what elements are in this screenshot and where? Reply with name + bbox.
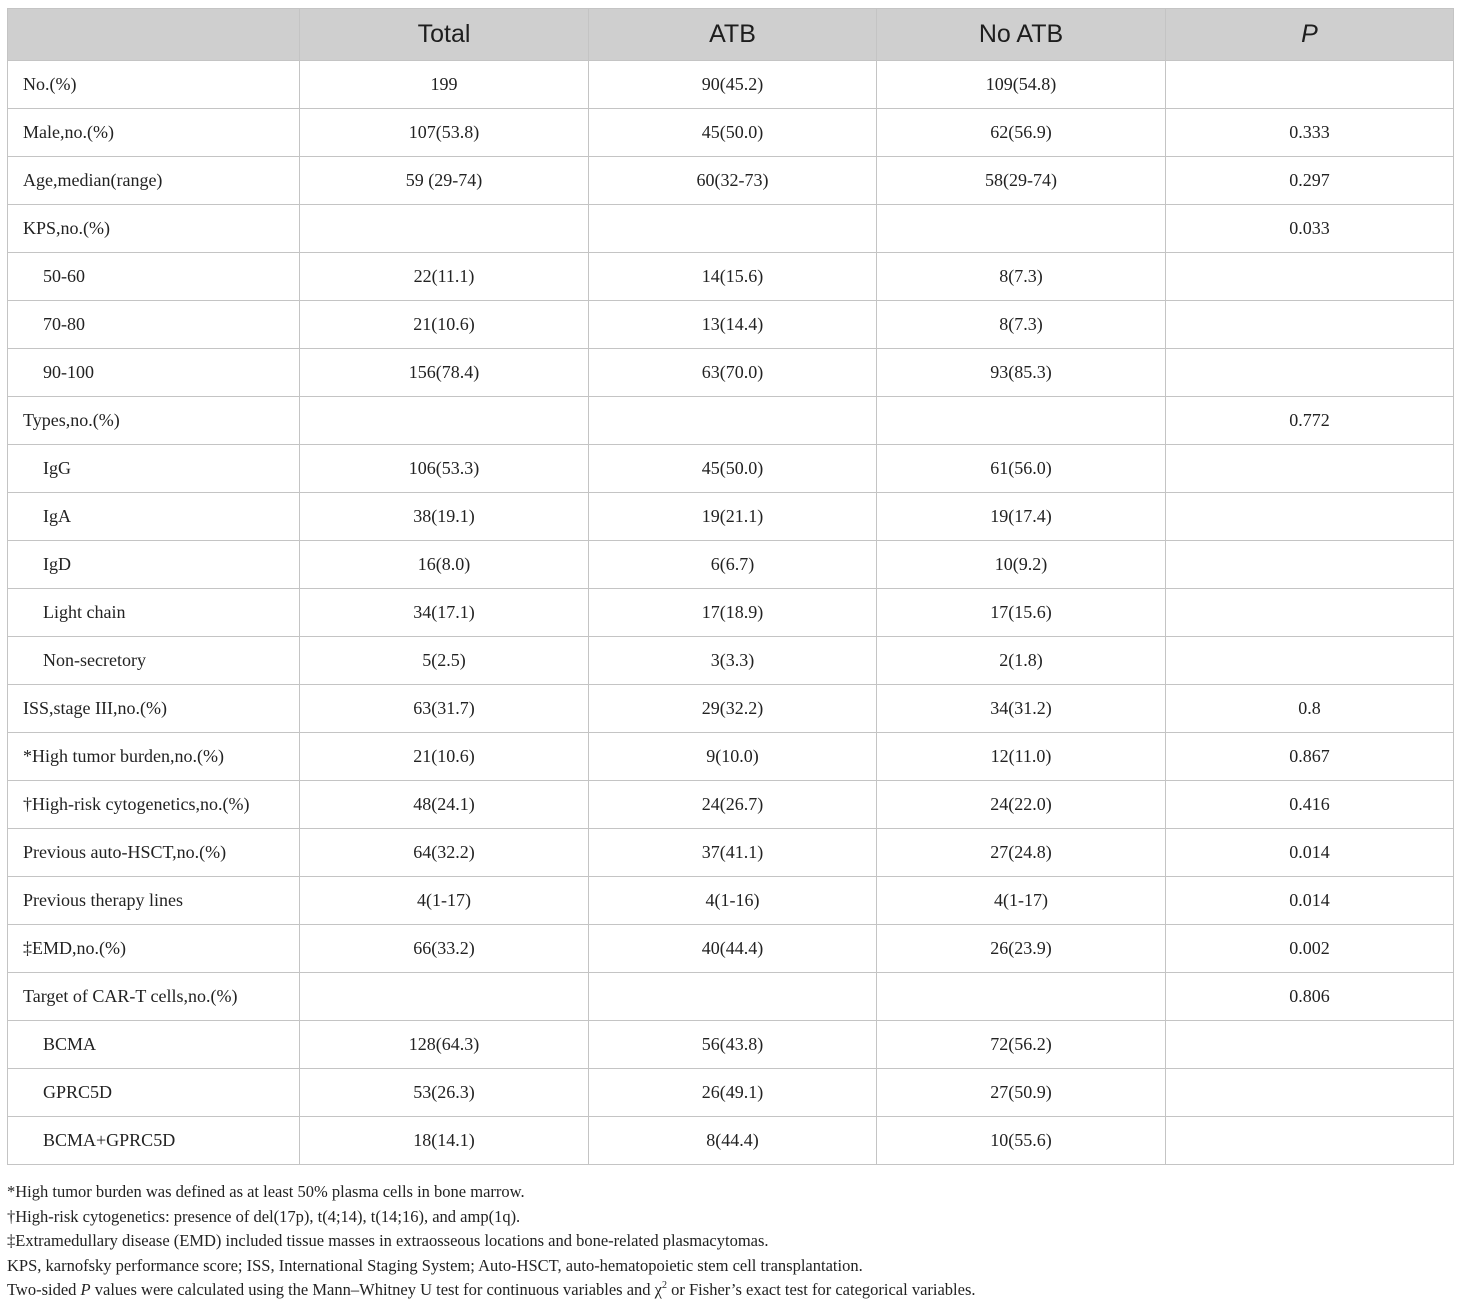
row-label: Age,median(range) bbox=[8, 157, 300, 205]
row-label: 50-60 bbox=[8, 253, 300, 301]
header-p-value: P bbox=[1166, 9, 1454, 61]
cell-total: 34(17.1) bbox=[300, 589, 589, 637]
cell-atb: 45(50.0) bbox=[589, 109, 877, 157]
footnote-high-risk-cytogenetics: †High-risk cytogenetics: presence of del(17p), t(4;14), t(14;16), and amp(1q). bbox=[7, 1206, 521, 1226]
table-row bbox=[8, 877, 1454, 925]
cell-total: 199 bbox=[300, 61, 589, 109]
row-label: Light chain bbox=[8, 589, 300, 637]
table-row bbox=[8, 781, 1454, 829]
table-header-row bbox=[8, 9, 1454, 61]
cell-total bbox=[300, 397, 589, 445]
cell-p-value: 0.806 bbox=[1166, 973, 1454, 1021]
cell-atb: 6(6.7) bbox=[589, 541, 877, 589]
cell-no-atb: 8(7.3) bbox=[877, 253, 1166, 301]
cell-no-atb: 27(50.9) bbox=[877, 1069, 1166, 1117]
cell-p-value: 0.002 bbox=[1166, 925, 1454, 973]
table-row bbox=[8, 589, 1454, 637]
cell-p-value bbox=[1166, 589, 1454, 637]
row-label: 70-80 bbox=[8, 301, 300, 349]
footnote-high-tumor-burden: *High tumor burden was defined as at least 50% plasma cells in bone marrow. bbox=[7, 1182, 525, 1201]
cell-total: 107(53.8) bbox=[300, 109, 589, 157]
table-footnotes bbox=[7, 1180, 1453, 1303]
cell-total: 48(24.1) bbox=[300, 781, 589, 829]
table-row bbox=[8, 301, 1454, 349]
cell-atb: 37(41.1) bbox=[589, 829, 877, 877]
cell-no-atb: 8(7.3) bbox=[877, 301, 1166, 349]
cell-no-atb: 93(85.3) bbox=[877, 349, 1166, 397]
cell-no-atb: 12(11.0) bbox=[877, 733, 1166, 781]
table-row bbox=[8, 397, 1454, 445]
table-row bbox=[8, 685, 1454, 733]
cell-atb: 40(44.4) bbox=[589, 925, 877, 973]
cell-atb: 24(26.7) bbox=[589, 781, 877, 829]
cell-total: 38(19.1) bbox=[300, 493, 589, 541]
cell-p-value bbox=[1166, 541, 1454, 589]
cell-p-value: 0.033 bbox=[1166, 205, 1454, 253]
cell-p-value bbox=[1166, 1117, 1454, 1165]
cell-atb: 19(21.1) bbox=[589, 493, 877, 541]
cell-p-value bbox=[1166, 637, 1454, 685]
cell-atb: 9(10.0) bbox=[589, 733, 877, 781]
cell-no-atb: 26(23.9) bbox=[877, 925, 1166, 973]
table-row bbox=[8, 925, 1454, 973]
cell-total: 106(53.3) bbox=[300, 445, 589, 493]
cell-p-value: 0.014 bbox=[1166, 829, 1454, 877]
footnote-stats-superscript: 2 bbox=[662, 1280, 668, 1291]
cell-no-atb: 62(56.9) bbox=[877, 109, 1166, 157]
cell-p-value: 0.8 bbox=[1166, 685, 1454, 733]
table-row bbox=[8, 829, 1454, 877]
cell-total: 22(11.1) bbox=[300, 253, 589, 301]
row-label: 90-100 bbox=[8, 349, 300, 397]
header-label-column bbox=[8, 9, 300, 61]
footnote-abbreviations: KPS, karnofsky performance score; ISS, International Staging System; Auto-HSCT, auto-hematopoietic stem cell transplantation. bbox=[7, 1255, 863, 1275]
table-row bbox=[8, 1069, 1454, 1117]
cell-total: 21(10.6) bbox=[300, 301, 589, 349]
cell-no-atb: 4(1-17) bbox=[877, 877, 1166, 925]
header-total: Total bbox=[300, 9, 589, 61]
cell-no-atb: 17(15.6) bbox=[877, 589, 1166, 637]
row-label: IgG bbox=[8, 445, 300, 493]
cell-no-atb bbox=[877, 397, 1166, 445]
cell-p-value: 0.014 bbox=[1166, 877, 1454, 925]
cell-no-atb bbox=[877, 205, 1166, 253]
footnote-stats-text-3: or Fisher’s exact test for categorical variables. bbox=[667, 1280, 976, 1299]
header-atb: ATB bbox=[589, 9, 877, 61]
table-row bbox=[8, 157, 1454, 205]
table-row bbox=[8, 1021, 1454, 1069]
cell-no-atb: 19(17.4) bbox=[877, 493, 1166, 541]
cell-atb: 14(15.6) bbox=[589, 253, 877, 301]
cell-no-atb: 2(1.8) bbox=[877, 637, 1166, 685]
cell-total: 18(14.1) bbox=[300, 1117, 589, 1165]
cell-no-atb: 109(54.8) bbox=[877, 61, 1166, 109]
footnote-stats-text-2: values were calculated using the Mann–Whitney U test for continuous variables and χ bbox=[90, 1280, 663, 1299]
cell-atb bbox=[589, 205, 877, 253]
table-row bbox=[8, 637, 1454, 685]
row-label: ‡EMD,no.(%) bbox=[8, 925, 300, 973]
row-label: Types,no.(%) bbox=[8, 397, 300, 445]
row-label: Previous therapy lines bbox=[8, 877, 300, 925]
table-row bbox=[8, 445, 1454, 493]
table-row bbox=[8, 205, 1454, 253]
row-label: ISS,stage III,no.(%) bbox=[8, 685, 300, 733]
row-label: Previous auto-HSCT,no.(%) bbox=[8, 829, 300, 877]
table-row bbox=[8, 733, 1454, 781]
cell-total: 4(1-17) bbox=[300, 877, 589, 925]
cell-atb: 3(3.3) bbox=[589, 637, 877, 685]
cell-atb: 4(1-16) bbox=[589, 877, 877, 925]
cell-total: 59 (29-74) bbox=[300, 157, 589, 205]
table-row bbox=[8, 61, 1454, 109]
row-label: Target of CAR-T cells,no.(%) bbox=[8, 973, 300, 1021]
cell-no-atb: 10(55.6) bbox=[877, 1117, 1166, 1165]
table-row bbox=[8, 1117, 1454, 1165]
cell-atb bbox=[589, 973, 877, 1021]
table-row bbox=[8, 541, 1454, 589]
footnote-statistics bbox=[7, 1278, 1453, 1303]
cell-no-atb: 34(31.2) bbox=[877, 685, 1166, 733]
cell-p-value: 0.416 bbox=[1166, 781, 1454, 829]
cell-p-value bbox=[1166, 1021, 1454, 1069]
cell-p-value bbox=[1166, 301, 1454, 349]
cell-atb: 90(45.2) bbox=[589, 61, 877, 109]
cell-total: 64(32.2) bbox=[300, 829, 589, 877]
cell-total: 63(31.7) bbox=[300, 685, 589, 733]
cell-no-atb: 10(9.2) bbox=[877, 541, 1166, 589]
table-row bbox=[8, 493, 1454, 541]
cell-p-value bbox=[1166, 445, 1454, 493]
table-row bbox=[8, 973, 1454, 1021]
cell-atb: 63(70.0) bbox=[589, 349, 877, 397]
row-label: IgA bbox=[8, 493, 300, 541]
cell-total: 21(10.6) bbox=[300, 733, 589, 781]
cell-no-atb bbox=[877, 973, 1166, 1021]
cell-no-atb: 58(29-74) bbox=[877, 157, 1166, 205]
cell-atb: 26(49.1) bbox=[589, 1069, 877, 1117]
row-label: GPRC5D bbox=[8, 1069, 300, 1117]
footnote-stats-p-symbol: P bbox=[80, 1280, 91, 1299]
row-label: IgD bbox=[8, 541, 300, 589]
cell-atb: 29(32.2) bbox=[589, 685, 877, 733]
cell-atb bbox=[589, 397, 877, 445]
row-label: *High tumor burden,no.(%) bbox=[8, 733, 300, 781]
cell-total: 53(26.3) bbox=[300, 1069, 589, 1117]
cell-no-atb: 61(56.0) bbox=[877, 445, 1166, 493]
cell-total: 5(2.5) bbox=[300, 637, 589, 685]
cell-atb: 8(44.4) bbox=[589, 1117, 877, 1165]
cell-p-value: 0.297 bbox=[1166, 157, 1454, 205]
cell-atb: 60(32-73) bbox=[589, 157, 877, 205]
cell-p-value bbox=[1166, 61, 1454, 109]
cell-p-value bbox=[1166, 349, 1454, 397]
row-label: Non-secretory bbox=[8, 637, 300, 685]
cell-total bbox=[300, 973, 589, 1021]
cell-atb: 17(18.9) bbox=[589, 589, 877, 637]
table-row bbox=[8, 349, 1454, 397]
cell-total: 128(64.3) bbox=[300, 1021, 589, 1069]
cell-no-atb: 72(56.2) bbox=[877, 1021, 1166, 1069]
cell-p-value: 0.867 bbox=[1166, 733, 1454, 781]
row-label: KPS,no.(%) bbox=[8, 205, 300, 253]
row-label: †High-risk cytogenetics,no.(%) bbox=[8, 781, 300, 829]
cell-total: 156(78.4) bbox=[300, 349, 589, 397]
row-label: Male,no.(%) bbox=[8, 109, 300, 157]
cell-atb: 45(50.0) bbox=[589, 445, 877, 493]
cell-p-value bbox=[1166, 493, 1454, 541]
table-row bbox=[8, 253, 1454, 301]
row-label: BCMA+GPRC5D bbox=[8, 1117, 300, 1165]
footnote-emd: ‡Extramedullary disease (EMD) included tissue masses in extraosseous locations and bone-related plasmacytomas. bbox=[7, 1231, 769, 1250]
cell-total: 66(33.2) bbox=[300, 925, 589, 973]
footnote-stats-text-1: Two-sided bbox=[7, 1280, 81, 1299]
header-no-atb: No ATB bbox=[877, 9, 1166, 61]
row-label: BCMA bbox=[8, 1021, 300, 1069]
cell-p-value: 0.333 bbox=[1166, 109, 1454, 157]
row-label: No.(%) bbox=[8, 61, 300, 109]
cell-no-atb: 24(22.0) bbox=[877, 781, 1166, 829]
cell-total: 16(8.0) bbox=[300, 541, 589, 589]
cell-total bbox=[300, 205, 589, 253]
baseline-characteristics-table bbox=[7, 8, 1454, 1165]
table-body bbox=[8, 61, 1454, 1165]
table-row bbox=[8, 109, 1454, 157]
cell-atb: 13(14.4) bbox=[589, 301, 877, 349]
cell-atb: 56(43.8) bbox=[589, 1021, 877, 1069]
cell-no-atb: 27(24.8) bbox=[877, 829, 1166, 877]
cell-p-value: 0.772 bbox=[1166, 397, 1454, 445]
cell-p-value bbox=[1166, 1069, 1454, 1117]
cell-p-value bbox=[1166, 253, 1454, 301]
